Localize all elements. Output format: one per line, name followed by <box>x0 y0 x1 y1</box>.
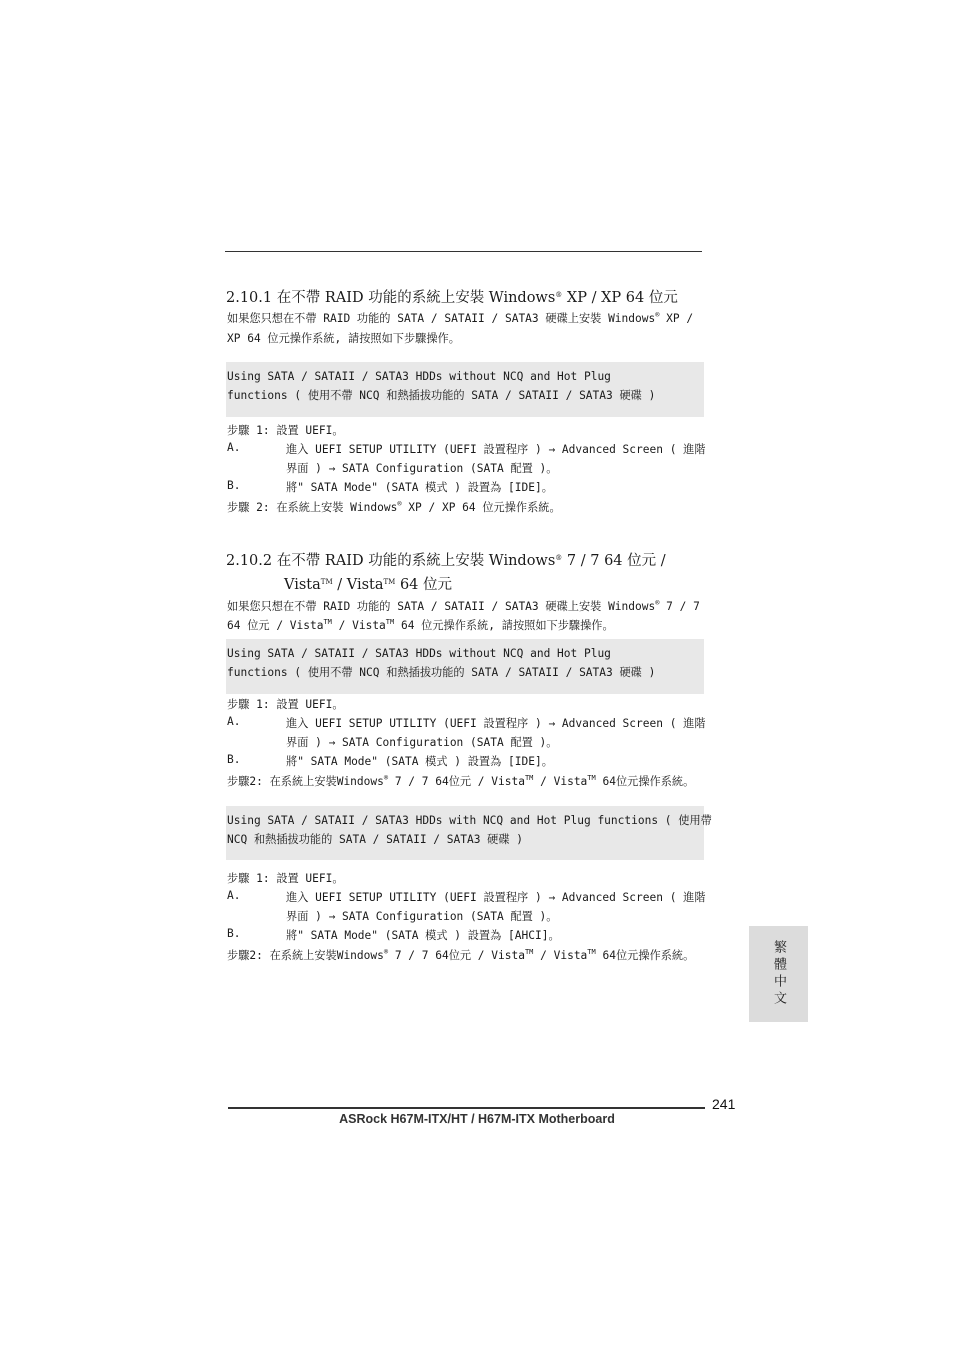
step-a-line2: 界面 ) → SATA Configuration (SATA 配置 )。 <box>286 462 558 475</box>
intro-2-10-2-line1: 如果您只想在不帶 RAID 功能的 SATA / SATAII / SATA3 硬碟上安裝 Windows® 7 / 7 <box>227 599 700 613</box>
note-box-1 <box>226 362 704 417</box>
footer-model: ASRock H67M-ITX/HT / H67M-ITX Motherboard <box>339 1112 615 1126</box>
note-box-2 <box>226 639 704 694</box>
note-box-2-line1: Using SATA / SATAII / SATA3 HDDs without NCQ and Hot Plug <box>227 647 611 660</box>
step2-text: 步驟2: 在系統上安裝Windows® 7 / 7 64位元 / Vista™ / Vista™ 64位元操作系統。 <box>227 774 695 788</box>
note-box-3-line2: NCQ 和熱插拔功能的 SATA / SATAII / SATA3 硬碟 ) <box>227 833 524 846</box>
step-a-line1: 進入 UEFI SETUP UTILITY (UEFI 設置程序 ) → Advanced Screen ( 進階 <box>286 891 706 904</box>
intro-2-10-1-line2: XP 64 位元操作系統, 請按照如下步驟操作。 <box>227 332 460 345</box>
intro-2-10-1-line1: 如果您只想在不帶 RAID 功能的 SATA / SATAII / SATA3 硬碟上安裝 Windows® XP / <box>227 311 694 325</box>
language-side-tab <box>749 926 808 1022</box>
language-tab-label: 繁體中文 <box>771 940 786 1008</box>
step1-label: 步驟 1: 設置 UEFI。 <box>227 698 344 711</box>
note-box-1-line2: functions ( 使用不帶 NCQ 和熱插拔功能的 SATA / SATAII / SATA3 硬碟 ) <box>227 389 656 402</box>
section-heading-2-10-1: 2.10.1 在不帶 RAID 功能的系統上安裝 Windows® XP / XP 64 位元 <box>226 290 678 306</box>
step-a-line1: 進入 UEFI SETUP UTILITY (UEFI 設置程序 ) → Advanced Screen ( 進階 <box>286 443 706 456</box>
step-a-line1: 進入 UEFI SETUP UTILITY (UEFI 設置程序 ) → Advanced Screen ( 進階 <box>286 717 706 730</box>
note-box-2-line2: functions ( 使用不帶 NCQ 和熱插拔功能的 SATA / SATAII / SATA3 硬碟 ) <box>227 666 656 679</box>
step-a-letter: A. <box>227 441 241 454</box>
section-heading-2-10-2-line1: 2.10.2 在不帶 RAID 功能的系統上安裝 Windows® 7 / 7 64 位元 / <box>226 553 666 569</box>
step-b-letter: B. <box>227 479 241 492</box>
note-box-1-line1: Using SATA / SATAII / SATA3 HDDs without NCQ and Hot Plug <box>227 370 611 383</box>
top-rule <box>225 251 702 252</box>
step-a-letter: A. <box>227 889 241 902</box>
step-b-letter: B. <box>227 753 241 766</box>
note-box-3 <box>226 806 712 860</box>
note-box-3-line1: Using SATA / SATAII / SATA3 HDDs with NCQ and Hot Plug functions ( 使用帶 <box>227 814 712 827</box>
step1-label: 步驟 1: 設置 UEFI。 <box>227 872 344 885</box>
section-heading-2-10-2-line2: Vista™ / Vista™ 64 位元 <box>284 577 453 593</box>
page-number: 241 <box>712 1096 736 1112</box>
step-b-letter: B. <box>227 927 241 940</box>
step-a-letter: A. <box>227 715 241 728</box>
step-b-text: 將" SATA Mode" (SATA 模式 ) 設置為 [IDE]。 <box>286 755 553 768</box>
step-b-text: 將" SATA Mode" (SATA 模式 ) 設置為 [AHCI]。 <box>286 929 560 942</box>
step-a-line2: 界面 ) → SATA Configuration (SATA 配置 )。 <box>286 736 558 749</box>
step-b-text: 將" SATA Mode" (SATA 模式 ) 設置為 [IDE]。 <box>286 481 553 494</box>
intro-2-10-2-line2: 64 位元 / Vista™ / Vista™ 64 位元操作系統, 請按照如下步驟操作。 <box>227 618 614 632</box>
step-a-line2: 界面 ) → SATA Configuration (SATA 配置 )。 <box>286 910 558 923</box>
step1-label: 步驟 1: 設置 UEFI。 <box>227 424 344 437</box>
step2-text: 步驟 2: 在系統上安裝 Windows® XP / XP 64 位元操作系統。 <box>227 500 561 514</box>
step2-text: 步驟2: 在系統上安裝Windows® 7 / 7 64位元 / Vista™ / Vista™ 64位元操作系統。 <box>227 948 695 962</box>
bottom-rule <box>228 1107 705 1109</box>
